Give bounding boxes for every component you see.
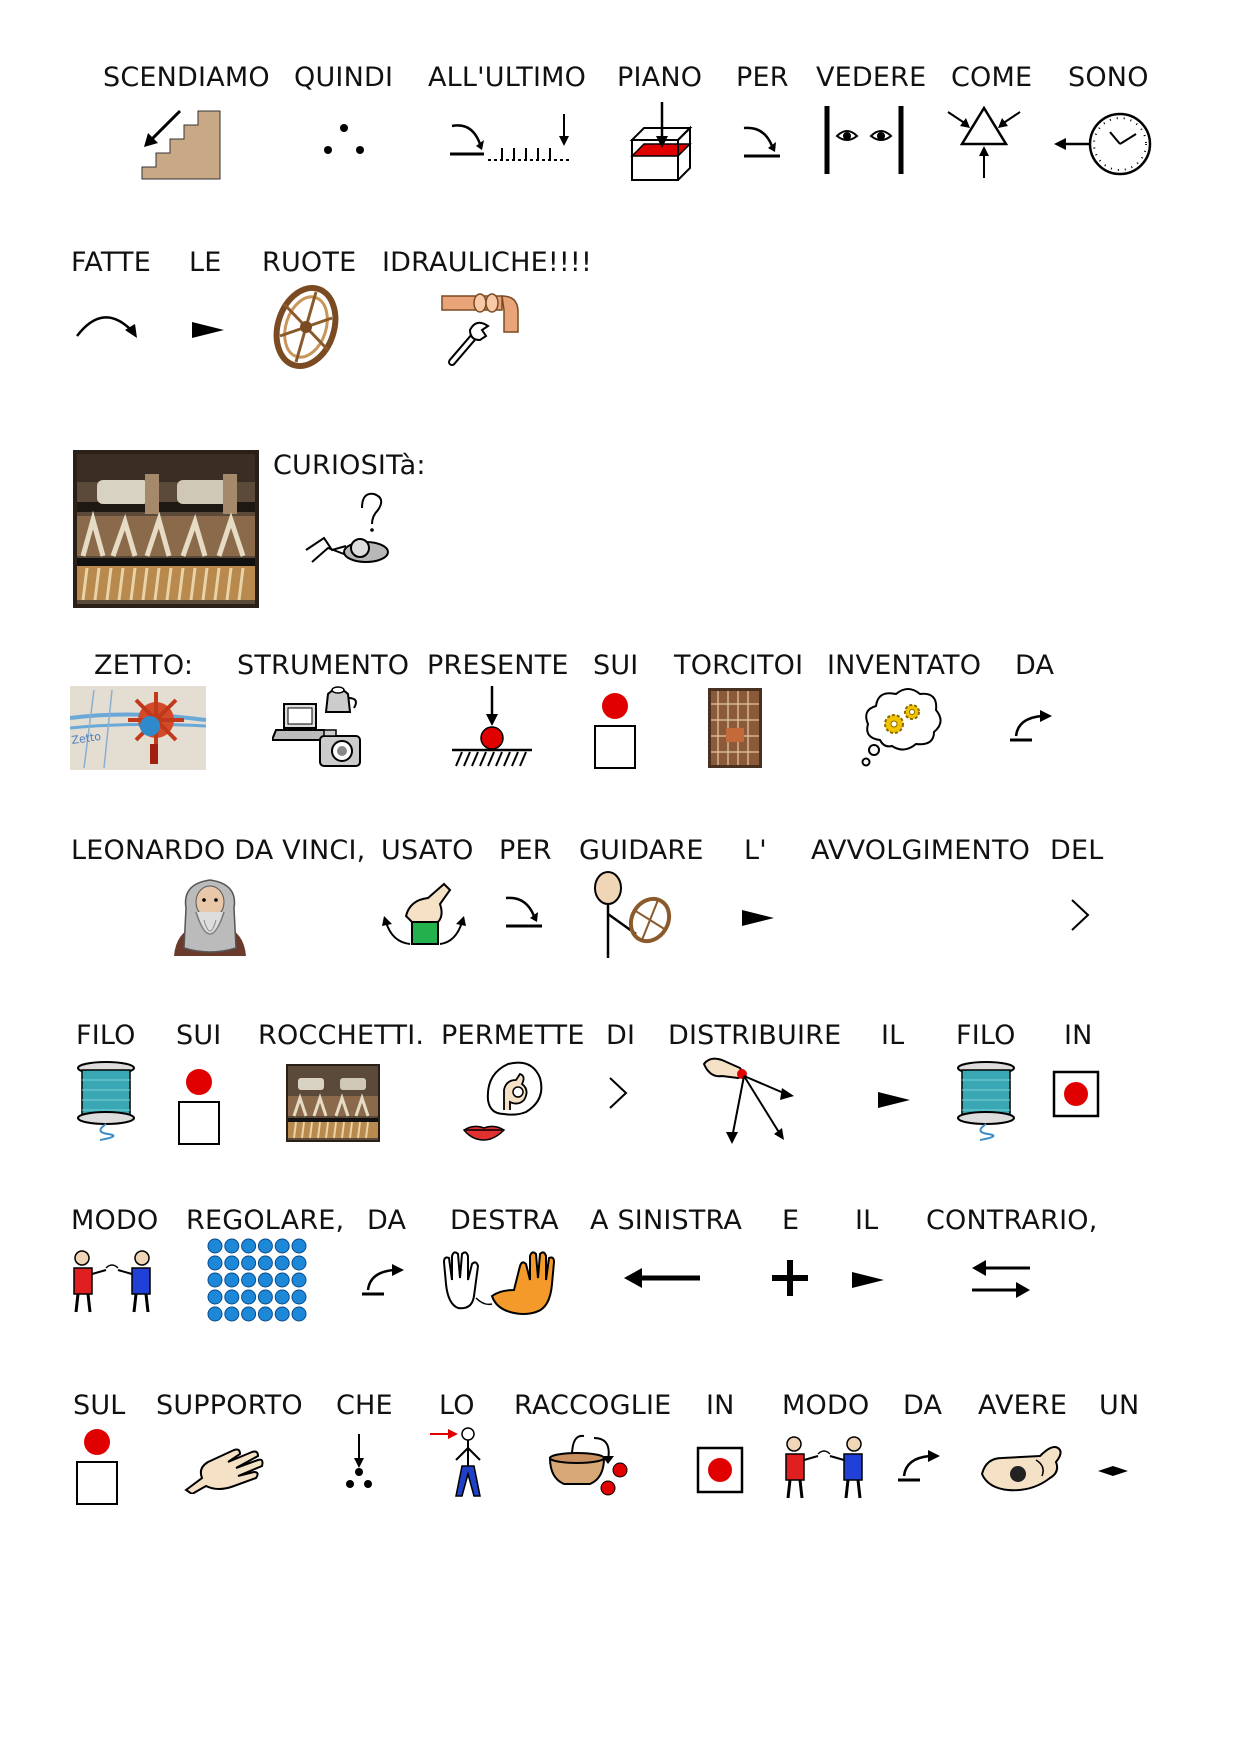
grid-dot <box>292 1290 306 1304</box>
word-rocchetti: ROCCHETTI. <box>258 1020 425 1051</box>
twisting-machine-image <box>708 688 762 768</box>
word-per: PER <box>736 62 789 93</box>
tools-instruments-icon <box>272 684 364 770</box>
bobbins-photo-small <box>286 1064 380 1142</box>
word-che: CHE <box>336 1390 393 1421</box>
have-hand-icon <box>980 1438 1066 1494</box>
on-box-icon-2 <box>176 1068 222 1148</box>
left-arrow-icon <box>622 1266 702 1290</box>
word-supporto: SUPPORTO <box>156 1390 303 1421</box>
word-ruote: RUOTE <box>262 247 357 278</box>
word-contrario: CONTRARIO, <box>926 1205 1098 1236</box>
two-people-icon <box>70 1248 156 1314</box>
opposite-arrows-icon <box>970 1256 1032 1302</box>
floor-box-icon <box>628 100 694 184</box>
word-del: DEL <box>1050 835 1104 866</box>
grid-dot <box>258 1273 272 1287</box>
on-box-icon-3 <box>74 1428 120 1508</box>
word-il-2: IL <box>855 1205 879 1236</box>
word-leonardo: LEONARDO DA VINCI, <box>71 835 366 866</box>
stairs-down-icon <box>138 103 223 183</box>
grid-dot <box>242 1256 256 1270</box>
word-idrauliche: IDRAULICHE!!!! <box>382 247 592 278</box>
word-fatte: FATTE <box>71 247 151 278</box>
word-curiosita: CURIOSITà: <box>273 450 426 481</box>
wheel-icon <box>272 284 342 370</box>
thread-spool-icon <box>74 1060 138 1142</box>
grid-dot <box>208 1307 222 1321</box>
grid-dot <box>208 1239 222 1253</box>
word-scendiamo: SCENDIAMO <box>103 62 270 93</box>
word-da-1: DA <box>1015 650 1055 681</box>
see-eyes-icon <box>823 104 905 176</box>
support-hand-icon <box>184 1442 266 1494</box>
grid-dot <box>258 1239 272 1253</box>
word-permette: PERMETTE <box>441 1020 585 1051</box>
grid-dot <box>242 1273 256 1287</box>
word-inventato: INVENTATO <box>827 650 982 681</box>
word-allultimo: ALL'ULTIMO <box>428 62 587 93</box>
from-arrow-icon-1 <box>1008 706 1056 746</box>
to-top-floor-icon <box>446 110 576 170</box>
word-distribuire: DISTRIBUIRE <box>668 1020 842 1051</box>
word-da-2: DA <box>367 1205 407 1236</box>
word-come: COME <box>951 62 1033 93</box>
word-modo: MODO <box>71 1205 159 1236</box>
from-arrow-icon-3 <box>896 1446 944 1486</box>
word-da-3: DA <box>903 1390 943 1421</box>
word-a-sinistra: A SINISTRA <box>590 1205 743 1236</box>
word-destra: DESTRA <box>450 1205 559 1236</box>
grid-dot <box>225 1239 239 1253</box>
on-box-icon-1 <box>592 692 638 772</box>
word-zetto: ZETTO: <box>94 650 194 681</box>
grid-dot <box>242 1239 256 1253</box>
grid-dot <box>208 1256 222 1270</box>
word-e: E <box>782 1205 800 1236</box>
grid-dot <box>242 1290 256 1304</box>
diamond-icon <box>1096 1464 1130 1478</box>
leonardo-portrait-icon <box>166 872 254 956</box>
pointer-triangle-icon <box>190 320 226 340</box>
how-triangle-icon <box>944 104 1024 180</box>
grid-dot <box>225 1307 239 1321</box>
regular-dots-icon <box>206 1238 308 1322</box>
grid-dot <box>292 1256 306 1270</box>
two-people-icon-2 <box>782 1434 868 1500</box>
grid-dot <box>225 1273 239 1287</box>
plus-icon <box>770 1258 810 1298</box>
grid-dot <box>275 1273 289 1287</box>
drive-wheel-icon <box>590 870 680 960</box>
word-regolare: REGOLARE, <box>186 1205 345 1236</box>
grid-dot <box>258 1290 272 1304</box>
clock-arrow-icon <box>1052 110 1156 178</box>
collect-basket-icon <box>546 1428 630 1498</box>
grid-dot <box>275 1307 289 1321</box>
grid-dot <box>292 1273 306 1287</box>
grid-dot <box>225 1256 239 1270</box>
word-avere: AVERE <box>978 1390 1068 1421</box>
word-per-2: PER <box>499 835 552 866</box>
pointer-triangle-icon-3 <box>876 1090 912 1110</box>
grid-dot <box>258 1256 272 1270</box>
allow-ok-gesture-icon <box>460 1054 546 1144</box>
per-arrow-icon <box>740 122 784 160</box>
right-hand-icon <box>440 1250 558 1322</box>
grid-dot <box>208 1290 222 1304</box>
word-sono: SONO <box>1068 62 1149 93</box>
him-person-icon <box>428 1426 484 1498</box>
word-un: UN <box>1099 1390 1140 1421</box>
inside-box-icon-2 <box>696 1446 744 1494</box>
word-lo: LO <box>439 1390 475 1421</box>
svg-text:Zetto: Zetto <box>70 729 102 747</box>
word-usato: USATO <box>381 835 474 866</box>
bobbins-photo <box>73 450 259 608</box>
word-modo-2: MODO <box>782 1390 870 1421</box>
word-avvolgimento: AVVOLGIMENTO <box>811 835 1031 866</box>
distribute-hand-icon <box>700 1054 796 1146</box>
grid-dot <box>242 1307 256 1321</box>
pointer-triangle-icon-2 <box>740 908 776 928</box>
idea-gears-icon <box>858 684 944 770</box>
zetto-drawing-image <box>70 686 206 770</box>
pipe-wrench-icon <box>440 290 522 368</box>
three-dots-icon <box>320 120 368 160</box>
use-hand-icon <box>382 882 466 950</box>
grid-dot <box>292 1239 306 1253</box>
word-di: DI <box>606 1020 636 1051</box>
inside-box-icon <box>1052 1070 1100 1118</box>
word-quindi: QUINDI <box>294 62 394 93</box>
from-arrow-icon-2 <box>360 1260 408 1300</box>
chevron-right-icon-2 <box>606 1076 630 1110</box>
word-filo-2: FILO <box>956 1020 1016 1051</box>
word-l: L' <box>744 835 767 866</box>
grid-dot <box>275 1239 289 1253</box>
word-raccoglie: RACCOGLIE <box>514 1390 672 1421</box>
word-piano: PIANO <box>617 62 703 93</box>
word-sul: SUL <box>73 1390 126 1421</box>
word-filo: FILO <box>76 1020 136 1051</box>
word-in-2: IN <box>706 1390 735 1421</box>
word-le: LE <box>189 247 222 278</box>
present-location-icon <box>448 682 536 770</box>
grid-dot <box>225 1290 239 1304</box>
curious-person-icon <box>302 488 398 570</box>
word-strumento: STRUMENTO <box>237 650 410 681</box>
chevron-right-icon <box>1068 898 1092 932</box>
word-guidare: GUIDARE <box>579 835 704 866</box>
che-dots-icon <box>344 1432 374 1488</box>
word-in: IN <box>1064 1020 1093 1051</box>
word-il: IL <box>881 1020 905 1051</box>
per-arrow-icon-2 <box>502 892 546 930</box>
grid-dot <box>292 1307 306 1321</box>
grid-dot <box>275 1256 289 1270</box>
word-presente: PRESENTE <box>427 650 569 681</box>
word-sui: SUI <box>593 650 639 681</box>
word-torcitoi: TORCITOI <box>674 650 804 681</box>
word-vedere: VEDERE <box>816 62 927 93</box>
pointer-triangle-icon-4 <box>850 1270 886 1290</box>
curved-arrow-icon <box>73 306 145 342</box>
grid-dot <box>258 1307 272 1321</box>
thread-spool-icon-2 <box>954 1060 1018 1142</box>
word-sui-2: SUI <box>176 1020 222 1051</box>
grid-dot <box>208 1273 222 1287</box>
grid-dot <box>275 1290 289 1304</box>
